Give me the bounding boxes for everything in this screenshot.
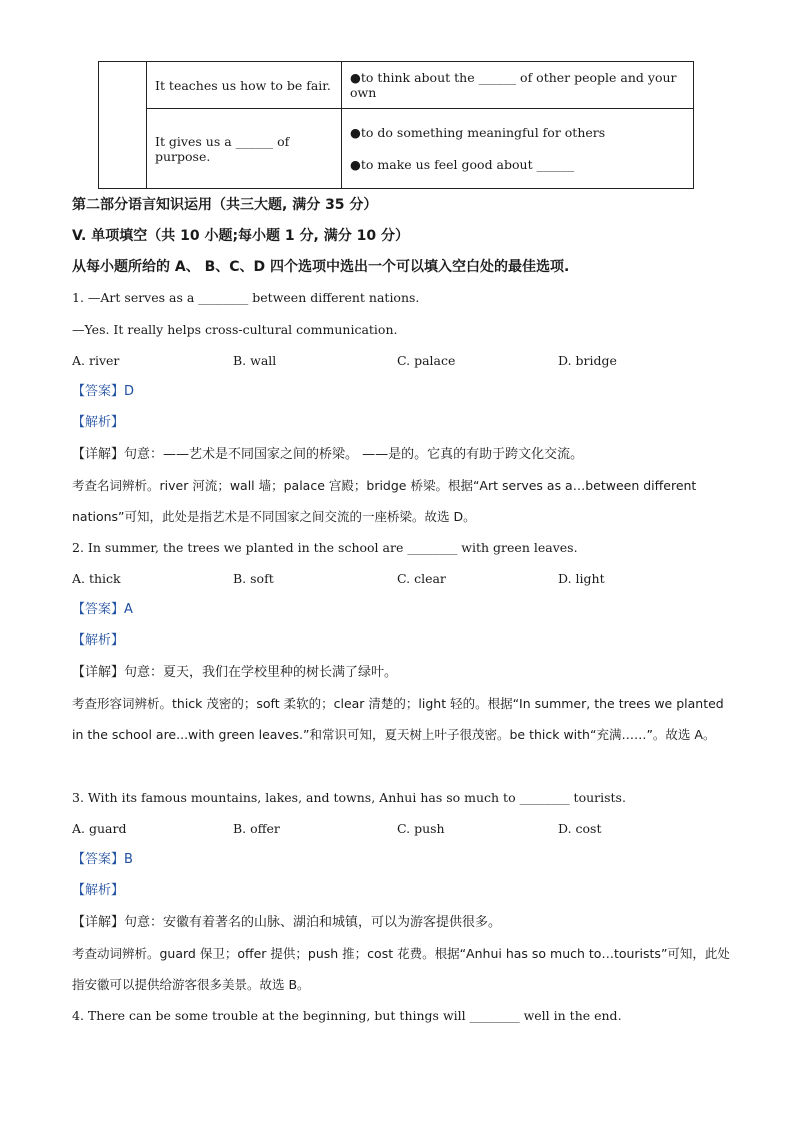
analysis-label: 【解析】	[72, 415, 125, 430]
option: D. cost	[558, 821, 602, 836]
answer-label: 【答案】B	[72, 852, 133, 867]
analysis-label: 【解析】	[72, 633, 125, 648]
answer-label: 【答案】A	[72, 602, 133, 617]
bullet-item: ●to make us feel good about ______	[350, 156, 575, 172]
option: C. push	[397, 821, 445, 836]
table-cell: ●to think about the ______ of other people and your own	[342, 62, 694, 109]
option: D. light	[558, 571, 605, 586]
options-row	[72, 570, 752, 588]
detail-text: 【详解】句意：——艺术是不同国家之间的桥梁。 ——是的。它真的有助于跨文化交流。	[72, 447, 584, 462]
table-row	[99, 62, 694, 109]
question-stem: 4. There can be some trouble at the beginning, but things will ________ well in the end.	[72, 1008, 622, 1023]
option: B. wall	[233, 353, 277, 368]
part-title: 第二部分语言知识运用（共三大题, 满分 35 分）	[72, 197, 378, 213]
question-stem: 1. —Art serves as a ________ between different nations.	[72, 290, 420, 305]
options-row	[72, 352, 752, 370]
bullet-item: ●to do something meaningful for others	[350, 124, 606, 140]
detail-text: 【详解】句意：安徽有着著名的山脉、湖泊和城镇，可以为游客提供很多。	[72, 915, 502, 930]
option: C. clear	[397, 571, 446, 586]
explain-text: 考查名词辨析。river 河流；wall 墙；palace 宫殿；bridge 桥梁。根据“Art serves as a…between different nations”可知，此处是指艺术是不同国家之间交流的一座桥梁。故选 D。	[72, 478, 697, 524]
table-cell: It gives us a ______ of purpose.	[147, 109, 342, 189]
option: B. soft	[233, 571, 274, 586]
analysis-label: 【解析】	[72, 883, 125, 898]
option: B. offer	[233, 821, 280, 836]
option: C. palace	[397, 353, 456, 368]
instruction: 从每小题所给的 A、 B、C、D 四个选项中选出一个可以填入空白处的最佳选项.	[72, 259, 570, 275]
evaluation-table	[98, 61, 694, 189]
table-cell: It teaches us how to be fair.	[147, 62, 342, 109]
option: A. river	[72, 353, 120, 368]
detail-text: 【详解】句意：夏天，我们在学校里种的树长满了绿叶。	[72, 665, 398, 680]
options-row	[72, 820, 752, 838]
table-cell	[342, 109, 694, 189]
option: A. guard	[72, 821, 127, 836]
explain-text: 考查形容词辨析。thick 茂密的；soft 柔软的；clear 清楚的；light 轻的。根据“In summer, the trees we planted in the school are...with green leaves.”和常识可知，夏天树上叶子很茂密。be thick with“充满……”。故选 A。	[72, 696, 724, 742]
question-stem: 2. In summer, the trees we planted in the school are ________ with green leaves.	[72, 540, 578, 555]
question-stem: 3. With its famous mountains, lakes, and towns, Anhui has so much to ________ tourists.	[72, 790, 626, 805]
table-cell-empty	[99, 62, 147, 189]
section-title: V. 单项填空（共 10 小题;每小题 1 分, 满分 10 分）	[72, 228, 409, 244]
explain-text: 考查动词辨析。guard 保卫；offer 提供；push 推；cost 花费。根据“Anhui has so much to…tourists”可知，此处指安徽可以提供给游客很多美景。故选 B。	[72, 946, 730, 992]
question-stem: —Yes. It really helps cross-cultural communication.	[72, 322, 398, 337]
answer-label: 【答案】D	[72, 384, 135, 399]
option: D. bridge	[558, 353, 617, 368]
table-row	[99, 109, 694, 189]
option: A. thick	[72, 571, 121, 586]
